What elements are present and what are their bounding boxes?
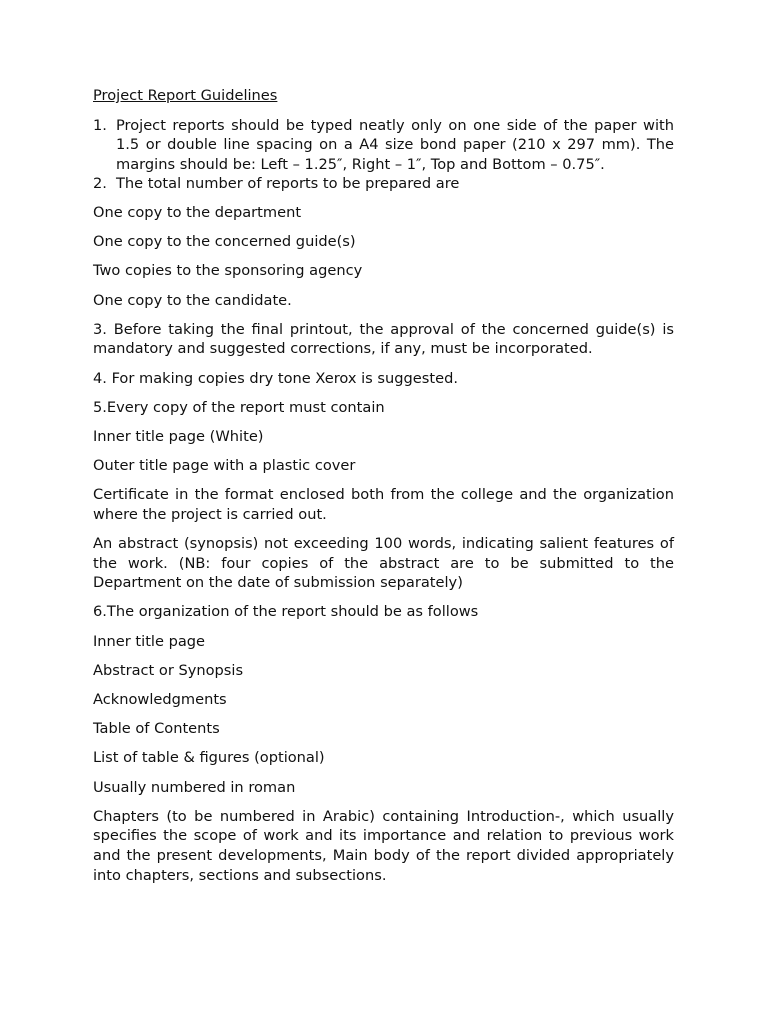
content-line: Certificate in the format enclosed both from the college and the organization where the project is carried out. (93, 486, 674, 523)
content-line: Inner title page (White) (93, 427, 264, 445)
organization-line: Abstract or Synopsis (93, 661, 244, 679)
guideline-item-5: 5.Every copy of the report must contain (93, 398, 385, 416)
organization-line: Inner title page (93, 632, 206, 650)
organization-line: Table of Contents (93, 720, 220, 738)
guideline-item-3: 3. Before taking the final printout, the approval of the concerned guide(s) is mandatory and suggested corrections, if any, must be incorporated. (93, 320, 674, 358)
organization-line: Acknowledgments (93, 690, 227, 708)
list-item (93, 116, 674, 175)
copy-line: One copy to the concerned guide(s) (93, 233, 356, 251)
copy-line: One copy to the candidate. (93, 291, 292, 309)
copy-line: Two copies to the sponsoring agency (93, 262, 363, 280)
organization-line: List of table & figures (optional) (93, 749, 325, 767)
guideline-item-4: 4. For making copies dry tone Xerox is suggested. (93, 369, 458, 387)
content-line: An abstract (synopsis) not exceeding 100 words, indicating salient features of the work. (NB: four copies of the abstract are to be submitted to the Department on the date of submission separately) (93, 535, 674, 592)
list-number: 1. (93, 116, 107, 134)
list-text: Project reports should be typed neatly only on one side of the paper with 1.5 or double line spacing on a A4 size bond paper (210 x 297 mm). The margins should be: Left – 1.25″, Right – 1″, Top and Bottom – 0.75″. (116, 116, 674, 173)
organization-line: Chapters (to be numbered in Arabic) containing Introduction-, which usually specifies the scope of work and its importance and relation to previous work and the present developments, Main body of the report divided appropriately into chapters, sections and subsections. (93, 807, 674, 884)
copy-line: One copy to the department (93, 203, 302, 221)
list-item (93, 174, 674, 194)
guideline-item-6: 6.The organization of the report should be as follows (93, 603, 479, 621)
list-text: The total number of reports to be prepared are (116, 175, 460, 193)
document-title: Project Report Guidelines (93, 87, 278, 104)
document-page (93, 86, 674, 895)
organization-line: Usually numbered in roman (93, 778, 296, 796)
numbered-list (93, 116, 674, 194)
content-line: Outer title page with a plastic cover (93, 457, 356, 475)
list-number: 2. (93, 175, 107, 193)
